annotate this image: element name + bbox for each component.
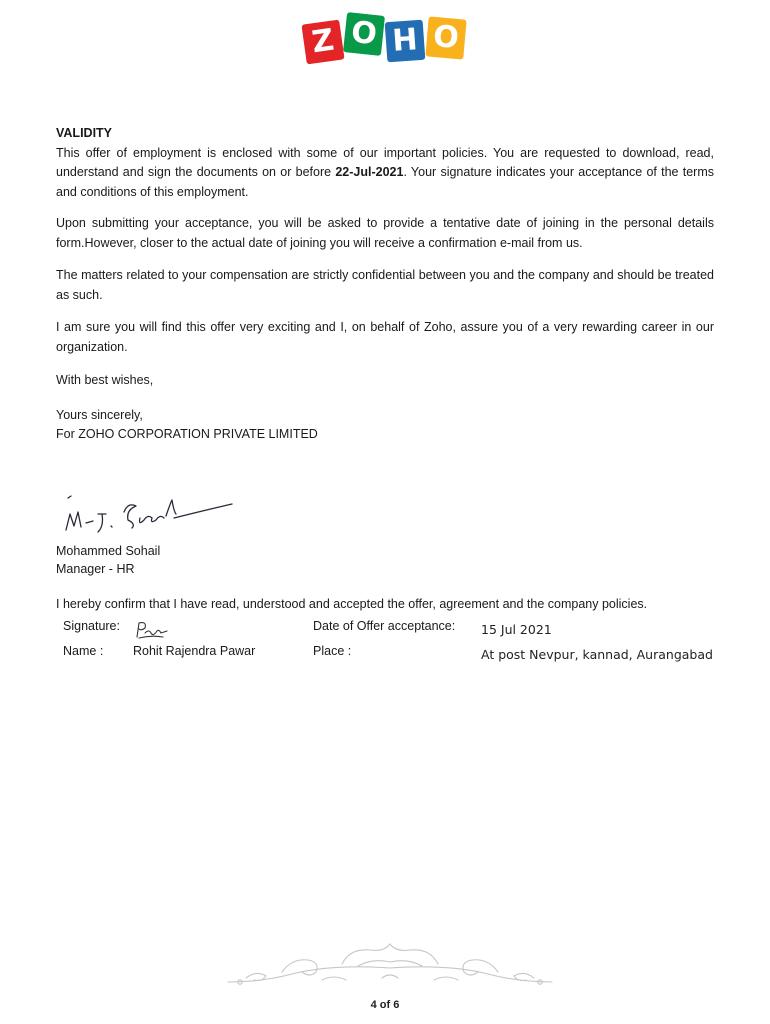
- validity-text-a: This offer of employment is enclosed with some of our important policies. You are requested to download, read, understand and sign the documents on or before: [56, 145, 714, 179]
- place-label: Place :: [313, 644, 352, 658]
- company-line: For ZOHO CORPORATION PRIVATE LIMITED: [56, 427, 318, 441]
- name-value: Rohit Rajendra Pawar: [133, 644, 256, 658]
- closing-line: With best wishes,: [56, 373, 154, 387]
- signature-label: Signature:: [63, 619, 120, 633]
- signatory-name: Mohammed Sohail: [56, 544, 161, 558]
- joining-paragraph: Upon submitting your acceptance, you will be asked to provide a tentative date of joining in the personal details form.However, closer to the actual date of joining you will receive a confirmation e-mail from us.: [56, 216, 714, 250]
- compensation-paragraph: The matters related to your compensation are strictly confidential between you and the company and should be treated as such.: [56, 268, 714, 302]
- candidate-signature-image: [133, 619, 171, 641]
- logo-tile-o2: O: [425, 16, 466, 59]
- place-value: At post Nevpur, kannad, Aurangabad: [481, 647, 713, 662]
- validity-paragraph: [56, 144, 714, 203]
- validity-text-b: . Your signature indicates your acceptance of the terms and conditions of this employment.: [56, 165, 714, 199]
- logo-tile-o: O: [343, 12, 385, 56]
- section-heading: VALIDITY: [56, 126, 113, 140]
- page-number: 4 of 6: [370, 999, 400, 1011]
- sincerely-line: Yours sincerely,: [56, 407, 143, 422]
- logo-tile-z: Z: [301, 20, 344, 65]
- date-value: 15 Jul 2021: [481, 622, 552, 637]
- zoho-logo: [304, 14, 468, 66]
- name-label: Name :: [63, 644, 104, 658]
- career-paragraph: I am sure you will find this offer very exciting and I, on behalf of Zoho, assure you of a very rewarding career in our organization.: [56, 320, 714, 354]
- footer-ornament-image: [222, 938, 558, 1000]
- logo-tile-h: H: [385, 20, 426, 63]
- signatory-block: [56, 542, 160, 578]
- acceptance-deadline: 22-Jul-2021: [335, 165, 404, 179]
- hr-signature-image: [56, 474, 246, 538]
- confirmation-statement: I hereby confirm that I have read, understood and accepted the offer, agreement and the company policies.: [56, 597, 648, 611]
- letter-body: [56, 124, 714, 445]
- date-label: Date of Offer acceptance:: [313, 619, 456, 633]
- signatory-title: Manager - HR: [56, 562, 135, 576]
